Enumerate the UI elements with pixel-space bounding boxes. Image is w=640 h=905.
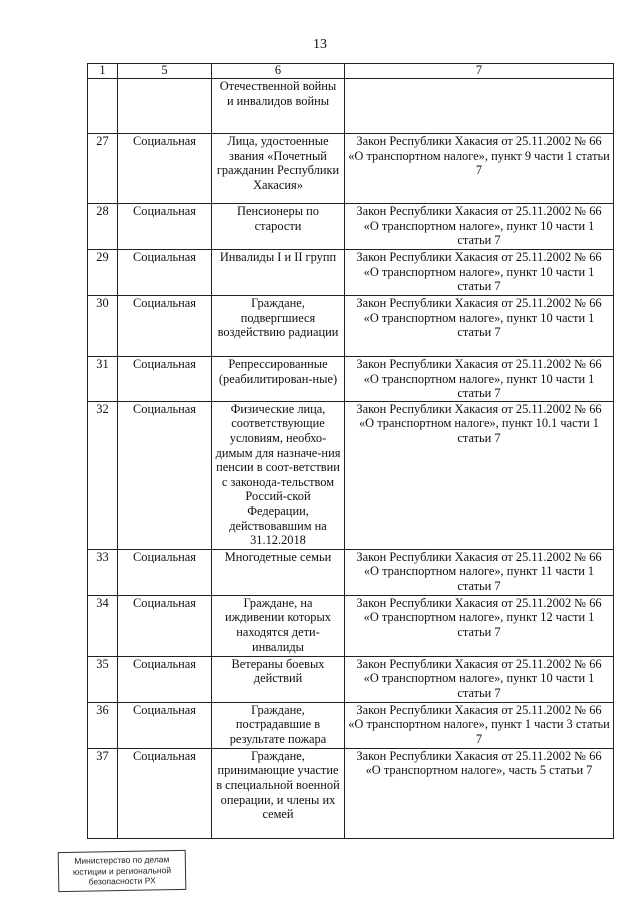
legal-basis: [345, 79, 614, 134]
header-col-1: 1: [88, 64, 118, 79]
benefit-type: Социальная: [118, 748, 212, 838]
taxpayer-category: Лица, удостоенные звания «Почетный гражданин Республики Хакасия»: [212, 134, 345, 204]
row-number: 29: [88, 250, 118, 296]
row-number: 27: [88, 134, 118, 204]
header-col-5: 5: [118, 64, 212, 79]
taxpayer-category: Многодетные семьи: [212, 549, 345, 595]
benefit-type: Социальная: [118, 134, 212, 204]
taxpayer-category: Репрессированные (реабилитирован-ные): [212, 357, 345, 402]
table-header-row: [88, 64, 614, 79]
taxpayer-category: Граждане, подвергшиеся воздействию радиации: [212, 296, 345, 357]
benefits-table: [87, 63, 614, 839]
row-number: 36: [88, 702, 118, 748]
row-number: 37: [88, 748, 118, 838]
header-col-6: 6: [212, 64, 345, 79]
taxpayer-category: Отечественной войны и инвалидов войны: [212, 79, 345, 134]
legal-basis: Закон Республики Хакасия от 25.11.2002 № 66 «О транспортном налоге», пункт 10 части 1 статьи 7: [345, 204, 614, 250]
stamp-line: Министерство по делам: [74, 854, 170, 866]
benefit-type: Социальная: [118, 250, 212, 296]
benefit-type: Социальная: [118, 595, 212, 656]
legal-basis: Закон Республики Хакасия от 25.11.2002 № 66 «О транспортном налоге», пункт 10.1 части 1 статьи 7: [345, 401, 614, 549]
taxpayer-category: Инвалиды I и II групп: [212, 250, 345, 296]
table-row: [88, 357, 614, 402]
legal-basis: Закон Республики Хакасия от 25.11.2002 № 66 «О транспортном налоге», пункт 12 части 1 статьи 7: [345, 595, 614, 656]
benefit-type: Социальная: [118, 549, 212, 595]
table-row: [88, 204, 614, 250]
row-number: 33: [88, 549, 118, 595]
table-row: [88, 656, 614, 702]
table-row: [88, 401, 614, 549]
legal-basis: Закон Республики Хакасия от 25.11.2002 № 66 «О транспортном налоге», пункт 11 части 1 статьи 7: [345, 549, 614, 595]
benefit-type: Социальная: [118, 702, 212, 748]
benefit-type: Социальная: [118, 296, 212, 357]
header-col-7: 7: [345, 64, 614, 79]
legal-basis: Закон Республики Хакасия от 25.11.2002 № 66 «О транспортном налоге», пункт 1 части 3 статьи 7: [345, 702, 614, 748]
benefit-type: Социальная: [118, 656, 212, 702]
taxpayer-category: Граждане, на иждивении которых находятся дети-инвалиды: [212, 595, 345, 656]
benefit-type: Социальная: [118, 401, 212, 549]
ministry-stamp: [58, 850, 187, 892]
table-row: [88, 702, 614, 748]
stamp-line: безопасности РХ: [88, 875, 156, 887]
taxpayer-category: Граждане, пострадавшие в результате пожара: [212, 702, 345, 748]
table-row: [88, 250, 614, 296]
taxpayer-category: Пенсионеры по старости: [212, 204, 345, 250]
row-number: 31: [88, 357, 118, 402]
taxpayer-category: Граждане, принимающие участие в специальной военной операции, и члены их семей: [212, 748, 345, 838]
row-number: 35: [88, 656, 118, 702]
legal-basis: Закон Республики Хакасия от 25.11.2002 № 66 «О транспортном налоге», пункт 10 части 1 статьи 7: [345, 656, 614, 702]
stamp-line: юстиции и региональной: [72, 864, 172, 877]
legal-basis: Закон Республики Хакасия от 25.11.2002 № 66 «О транспортном налоге», пункт 10 части 1 статьи 7: [345, 296, 614, 357]
table-row: [88, 549, 614, 595]
row-number: [88, 79, 118, 134]
benefit-type: Социальная: [118, 357, 212, 402]
legal-basis: Закон Республики Хакасия от 25.11.2002 № 66 «О транспортном налоге», пункт 9 части 1 статьи 7: [345, 134, 614, 204]
table-row: [88, 595, 614, 656]
legal-basis: Закон Республики Хакасия от 25.11.2002 № 66 «О транспортном налоге», пункт 10 части 1 статьи 7: [345, 357, 614, 402]
row-number: 30: [88, 296, 118, 357]
table-row: [88, 79, 614, 134]
taxpayer-category: Физические лица, соответствующие условиям, необхо-димым для назначе-ния пенсии в соот-ветствии с законода-тельством Россий-ской Федерации, действовавшим на 31.12.2018: [212, 401, 345, 549]
page-number: 13: [313, 37, 327, 52]
table-row: [88, 134, 614, 204]
row-number: 28: [88, 204, 118, 250]
row-number: 34: [88, 595, 118, 656]
legal-basis: Закон Республики Хакасия от 25.11.2002 № 66 «О транспортном налоге», пункт 10 части 1 статьи 7: [345, 250, 614, 296]
table-row: [88, 296, 614, 357]
benefit-type: Социальная: [118, 204, 212, 250]
table-row: [88, 748, 614, 838]
legal-basis: Закон Республики Хакасия от 25.11.2002 № 66 «О транспортном налоге», часть 5 статьи 7: [345, 748, 614, 838]
taxpayer-category: Ветераны боевых действий: [212, 656, 345, 702]
benefit-type: [118, 79, 212, 134]
row-number: 32: [88, 401, 118, 549]
